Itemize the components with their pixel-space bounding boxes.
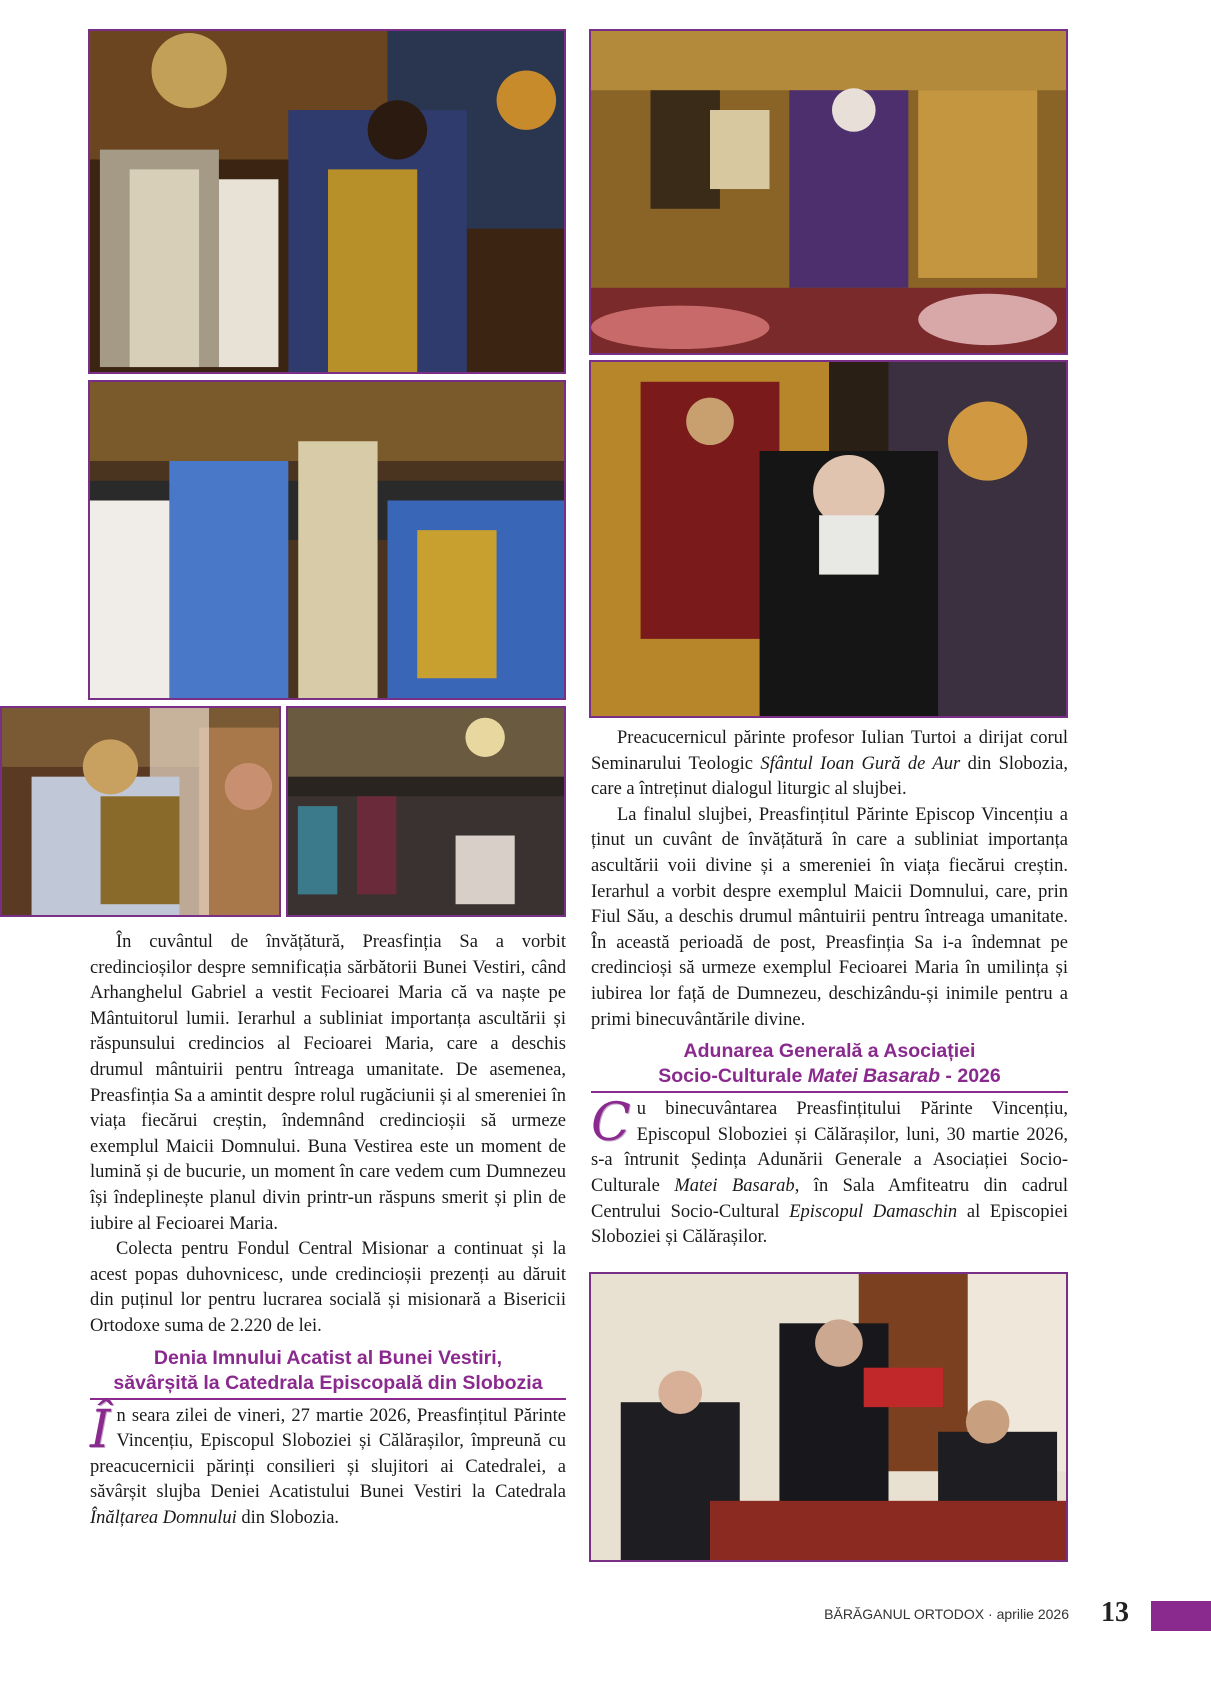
right-column (591, 726, 1068, 1251)
publication-name: BĂRĂGANUL ORTODOX (824, 1606, 985, 1622)
heading-adunarea-line2-end: - 2026 (940, 1065, 1001, 1088)
section-heading-adunarea (591, 1039, 1068, 1093)
dropcap-c: C (591, 1093, 631, 1154)
photo-bishop-altar-gold (88, 29, 566, 374)
photo-general-assembly (589, 1272, 1068, 1562)
p3-text-start: n seara zilei de vineri, 27 martie 2026, Preasfințitul Părinte Vincențiu, Episcopul Sloboziei și Călărașilor, împreună cu preacucernicii părinți consilieri și slujitori ai Catedralei, a săvârșit slujba Deniei Acatistului Bunei Vestiri la Catedrala (90, 1405, 566, 1503)
heading-adunarea-line2-start: Socio-Culturale (658, 1065, 808, 1088)
r-p3-a: u binecuvântarea Preasfințitului Părinte Vincențiu, Episcopul Sloboziei și Călărașilor, luni, 30 martie 2026, s-a întrunit Ședința Adunării Generale a Asociației Socio-Culturale (591, 1099, 1068, 1196)
left-paragraph-1: În cuvântul de învățătură, Preasfinția Sa a vorbit credincioșilor despre semnificația sărbătorii Bunei Vestiri, când Arhanghelul Gabriel a vestit Fecioarei Maria că va naște pe Mântuitorul lumii. Ierarhul a subliniat importanța ascultării și răspunsului credincios al Fecioarei Maria, care a deschis drumul mântuirii pentru întreaga umanitate. De asemenea, Preasfinția Sa a amintit despre rolul rugăciunii și al smereniei în viața fiecărui creștin, îndemnând credincioșii să urmeze exemplul Maicii Domnului. Buna Vestirea este un moment de lumină și de bucurie, un moment în care vedem cum Dumnezeu își îndeplinește planul divin printr-un răspuns smerit și plin de iubire al Fecioarei Maria. (90, 932, 566, 1234)
photo-bishop-gospel-book (0, 706, 281, 917)
left-column (90, 930, 566, 1531)
p3-text-end: din Slobozia. (236, 1507, 340, 1528)
r-p1-start: Preacucernicul părinte profesor Iulian Turtoi a dirijat corul Seminarului Teologic (591, 728, 1068, 774)
section-heading-denia (90, 1346, 566, 1400)
right-paragraph-2: La finalul slujbei, Preasfințitul Părinte Episcop Vincențiu a ținut un cuvânt de învățătură în care a subliniat importanța ascultării voii divine și a smereniei în viața fiecărui creștin. Ierarhul a vorbit despre exemplul Maicii Domnului, care, prin Fiul Său, a deschis drumul mântuirii pentru întreaga umanitate. În această perioadă de post, Preasfinția Sa i-a îndemnat pe credincioși să urmeze exemplul Fecioarei Maria în umilința și iubirea lor față de Dumnezeu, deschizându-și inimile pentru a primi binecuvântările divine. (591, 804, 1068, 1030)
r-p3-c: al Episcopiei Sloboziei și Călărașilor. (591, 1201, 1069, 1248)
footer-publication (824, 1606, 1069, 1622)
left-paragraph-3 (90, 1399, 566, 1532)
seminary-name: Sfântul Ioan Gură de Aur (760, 753, 961, 774)
right-paragraph-1 (591, 726, 1068, 803)
page-number-accent-bar (1151, 1601, 1211, 1631)
issue-date: aprilie 2026 (996, 1606, 1069, 1622)
cathedral-name: Înălțarea Domnului (90, 1507, 237, 1528)
association-name: Matei Basarab (674, 1175, 795, 1196)
center-name: Episcopul Damaschin (789, 1201, 958, 1222)
r-p1-end: din Slobozia, care a întreținut dialogul liturgic al slujbei. (591, 753, 1068, 800)
right-paragraph-3 (591, 1093, 1069, 1251)
heading-denia-line2: săvârșită la Catedrala Episcopală din Slobozia (113, 1371, 543, 1394)
left-paragraph-2: Colecta pentru Fondul Central Misionar a continuat și la acest popas duhovnicesc, unde credincioșii prezenți au dăruit din puținul lor pentru lucrarea socială și misionară a Bisericii Ortodoxe suma de 2.220 de lei. (90, 1239, 566, 1336)
photo-congregation (286, 706, 566, 917)
footer-separator: · (984, 1606, 997, 1622)
page-number: 13 (1101, 1597, 1129, 1628)
dropcap-i: Î (90, 1399, 111, 1460)
r-p3-b: , în Sala Amfiteatru din cadrul Centrului Socio-Cultural (591, 1175, 1069, 1222)
heading-denia-line1: Denia Imnului Acatist al Bunei Vestiri, (153, 1346, 503, 1369)
photo-bishop-censing-purple (589, 29, 1068, 355)
photo-bishop-speaking-icon (589, 360, 1068, 718)
heading-adunarea-italic: Matei Basarab (807, 1065, 941, 1088)
photo-clergy-bowing-blue (88, 380, 566, 700)
heading-adunarea-line1: Adunarea Generală a Asociației (683, 1040, 976, 1063)
